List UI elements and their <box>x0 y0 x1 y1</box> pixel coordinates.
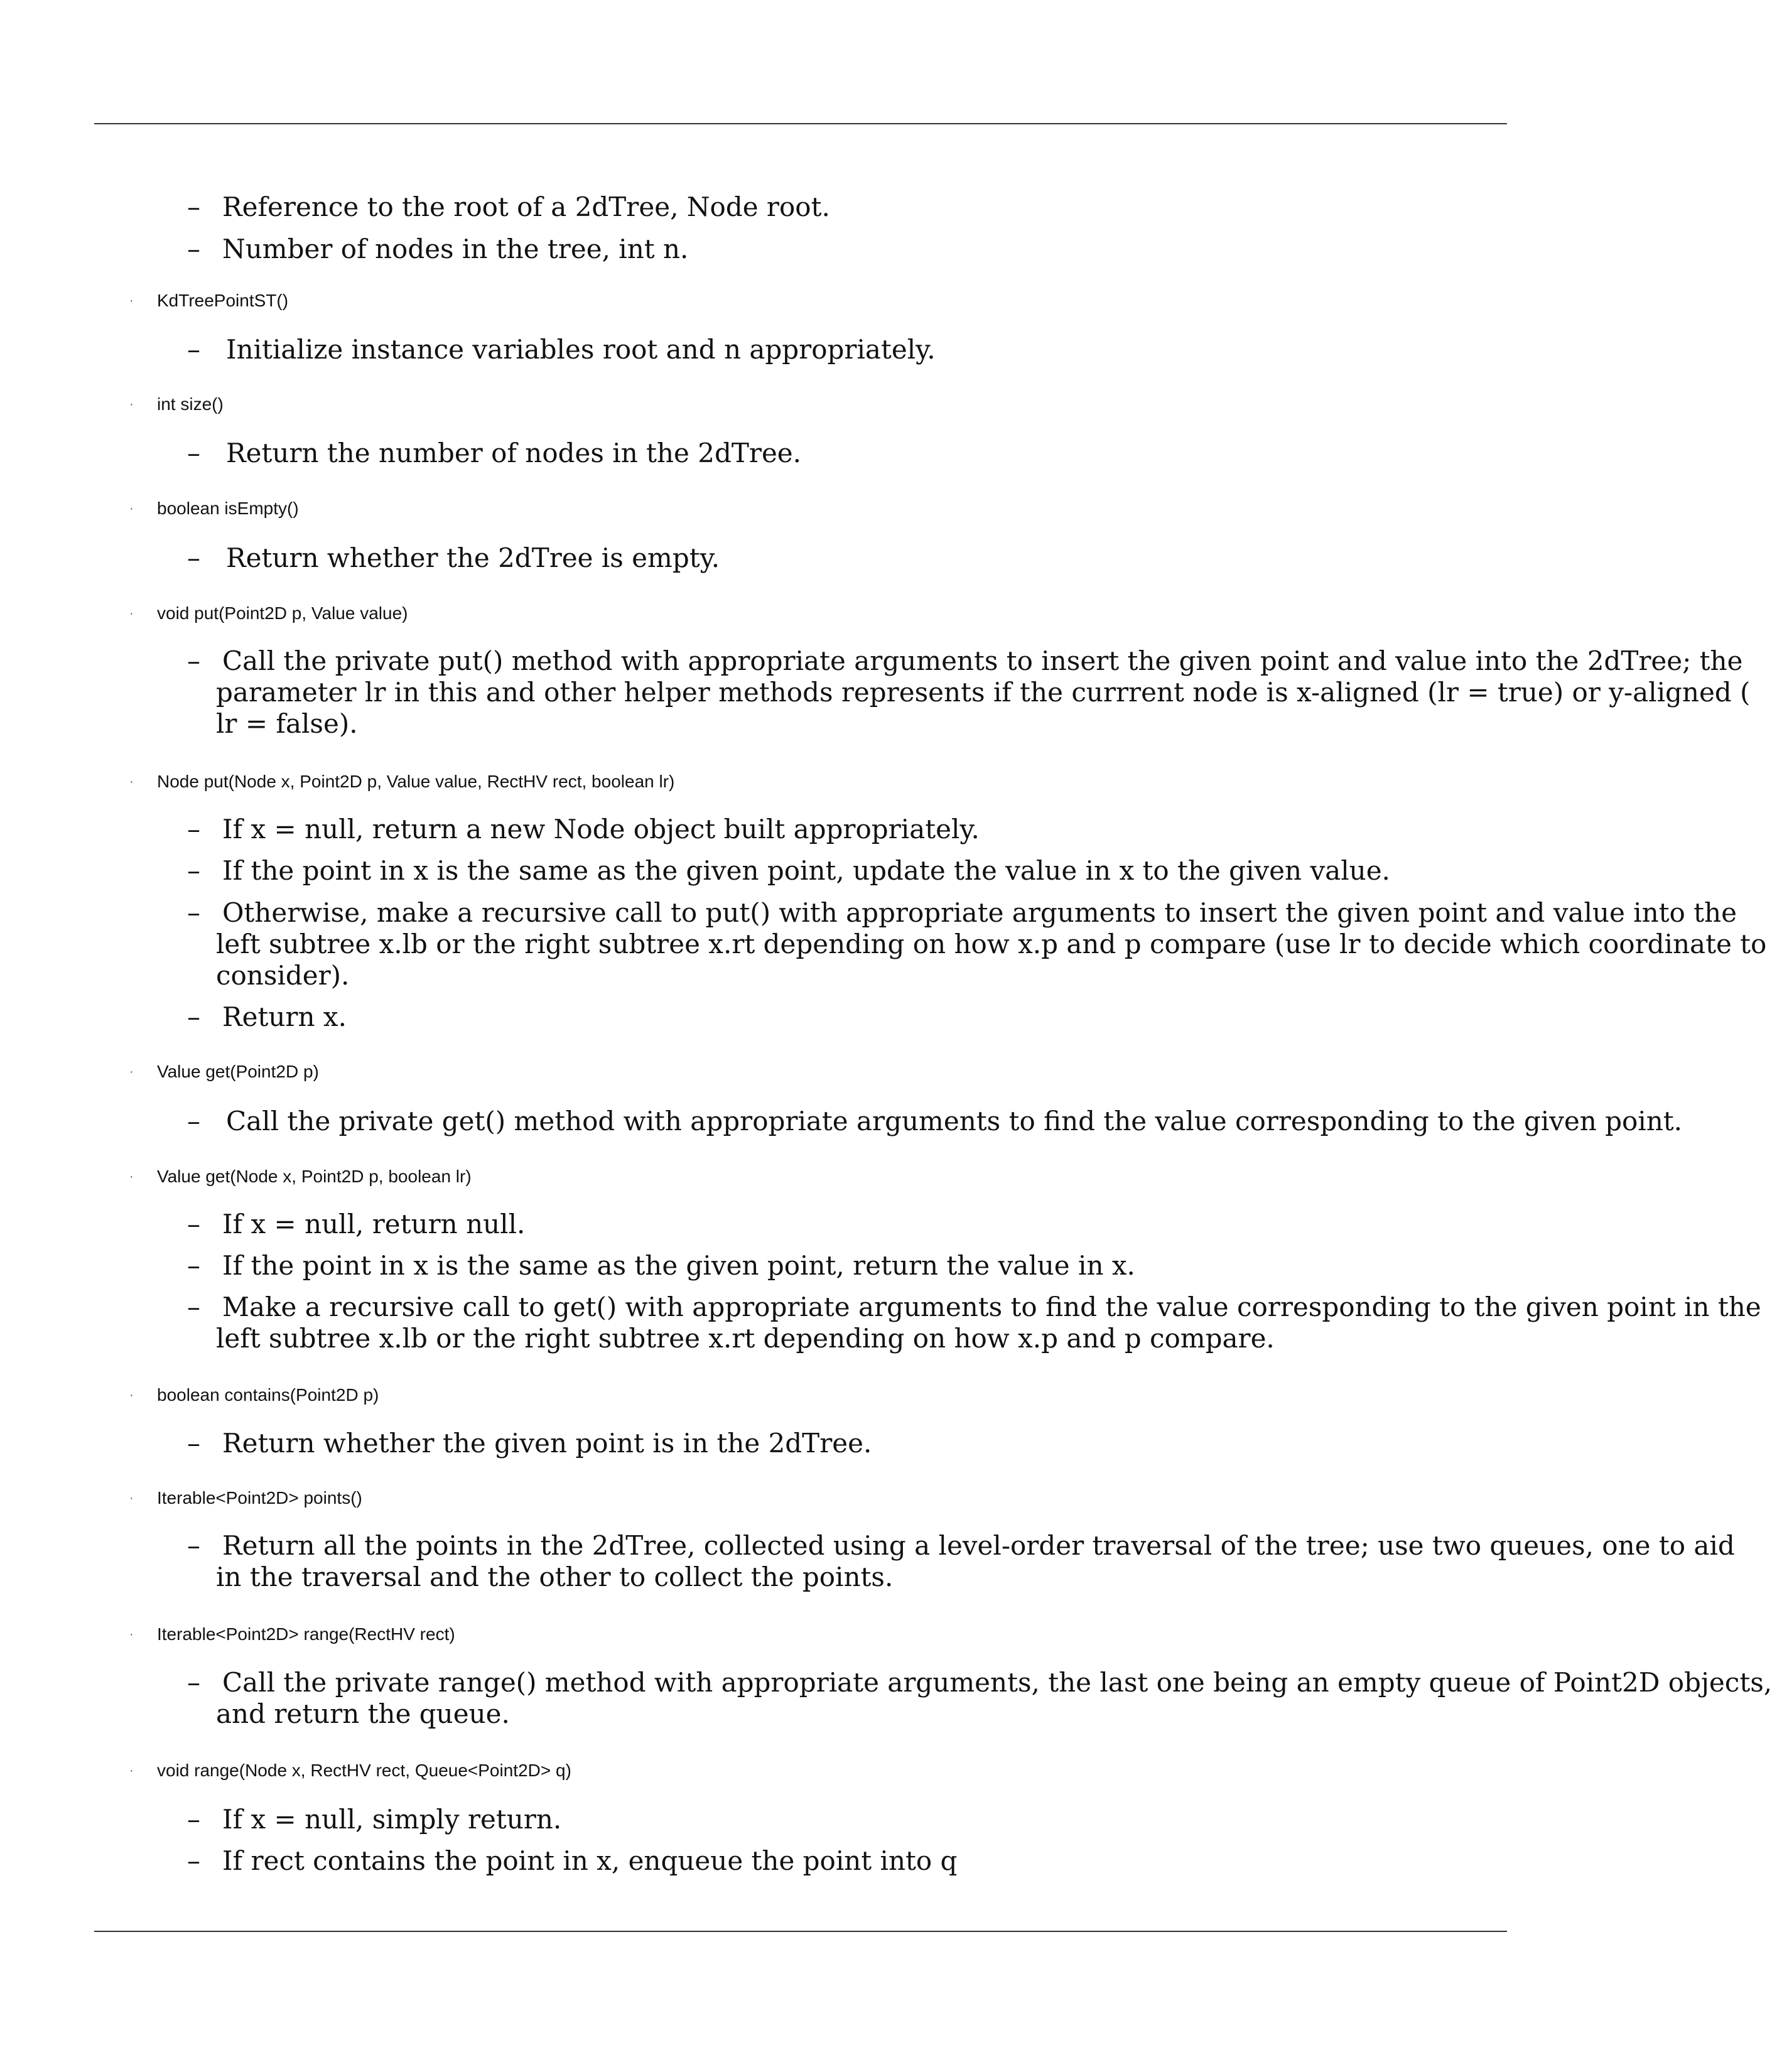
method-description: Otherwise, make a recursive call to put() with appropriate arguments to insert the given point and value into the <box>222 897 1737 928</box>
bullet-dash: – <box>187 1292 200 1322</box>
bullet-dash: – <box>187 855 200 886</box>
bullet-dash: – <box>187 1428 200 1459</box>
bullet-dash: – <box>187 814 200 844</box>
method-description-cont: in the traversal and the other to collect the points. <box>216 1562 894 1592</box>
bullet-dot: · <box>129 775 134 789</box>
bullet-dash: – <box>187 1667 200 1698</box>
bullet-dash: – <box>187 1250 200 1281</box>
method-description-cont: lr = false). <box>216 708 358 739</box>
method-description-cont: left subtree x.lb or the right subtree x.rt depending on how x.p and p compare. <box>216 1323 1275 1354</box>
bullet-dash: – <box>187 234 200 264</box>
bullet-dash: – <box>187 542 200 573</box>
method-description: Initialize instance variables root and n appropriately. <box>226 334 936 365</box>
bullet-dot: · <box>129 397 134 411</box>
field-n: Number of nodes in the tree, int n. <box>222 234 689 264</box>
method-description: Call the private range() method with appropriate arguments, the last one being an empty queue of Point2D objects, <box>222 1667 1772 1698</box>
bullet-dash: – <box>187 1530 200 1561</box>
method-description: Return x. <box>222 1001 347 1032</box>
method-description: Make a recursive call to get() with appropriate arguments to find the value corresponding to the given point in the <box>222 1292 1761 1322</box>
bullet-dot: · <box>129 1627 134 1641</box>
bullet-dash: – <box>187 1845 200 1876</box>
bullet-dash: – <box>187 645 200 676</box>
field-root: Reference to the root of a 2dTree, Node root. <box>222 192 830 222</box>
method-description: Call the private get() method with appropriate arguments to find the value corresponding to the given point. <box>226 1106 1683 1136</box>
method-description: Return all the points in the 2dTree, collected using a level-order traversal of the tree; use two queues, one to aid <box>222 1530 1735 1561</box>
method-description-cont: and return the queue. <box>216 1698 510 1729</box>
method-description: If the point in x is the same as the given point, update the value in x to the given value. <box>222 855 1390 886</box>
bullet-dash: – <box>187 1106 200 1136</box>
method-description-cont: parameter lr in this and other helper methods represents if the currrent node is x-aligned (lr = true) or y-aligned ( <box>216 677 1751 708</box>
bullet-dot: · <box>129 607 134 620</box>
method-description: Return whether the 2dTree is empty. <box>226 542 720 573</box>
method-description: If the point in x is the same as the given point, return the value in x. <box>222 1250 1135 1281</box>
bullet-dash: – <box>187 1209 200 1239</box>
bullet-dot: · <box>129 1764 134 1778</box>
bullet-dash: – <box>187 897 200 928</box>
method-description: If x = null, simply return. <box>222 1804 562 1835</box>
bullet-dash: – <box>187 438 200 468</box>
bullet-dot: · <box>129 502 134 515</box>
method-description-cont: left subtree x.lb or the right subtree x.rt depending on how x.p and p compare (use lr to decide which coordinate to <box>216 929 1767 959</box>
bullet-dot: · <box>129 1065 134 1079</box>
method-description: If rect contains the point in x, enqueue the point into q <box>222 1845 958 1876</box>
top-rule <box>94 123 1507 124</box>
method-description: If x = null, return a new Node object built appropriately. <box>222 814 980 844</box>
method-description: Return the number of nodes in the 2dTree. <box>226 438 802 468</box>
bullet-dash: – <box>187 1804 200 1835</box>
bullet-dot: · <box>129 1388 134 1402</box>
method-description: Return whether the given point is in the 2dTree. <box>222 1428 872 1459</box>
method-description: If x = null, return null. <box>222 1209 526 1239</box>
bottom-rule <box>94 1931 1507 1932</box>
bullet-dash: – <box>187 334 200 365</box>
bullet-dot: · <box>129 1170 134 1184</box>
method-description: Call the private put() method with appropriate arguments to insert the given point and value into the 2dTree; the <box>222 645 1743 676</box>
bullet-dot: · <box>129 294 134 308</box>
bullet-dash: – <box>187 1001 200 1032</box>
method-description-cont: consider). <box>216 960 350 991</box>
bullet-dash: – <box>187 192 200 222</box>
bullet-dot: · <box>129 1491 134 1505</box>
